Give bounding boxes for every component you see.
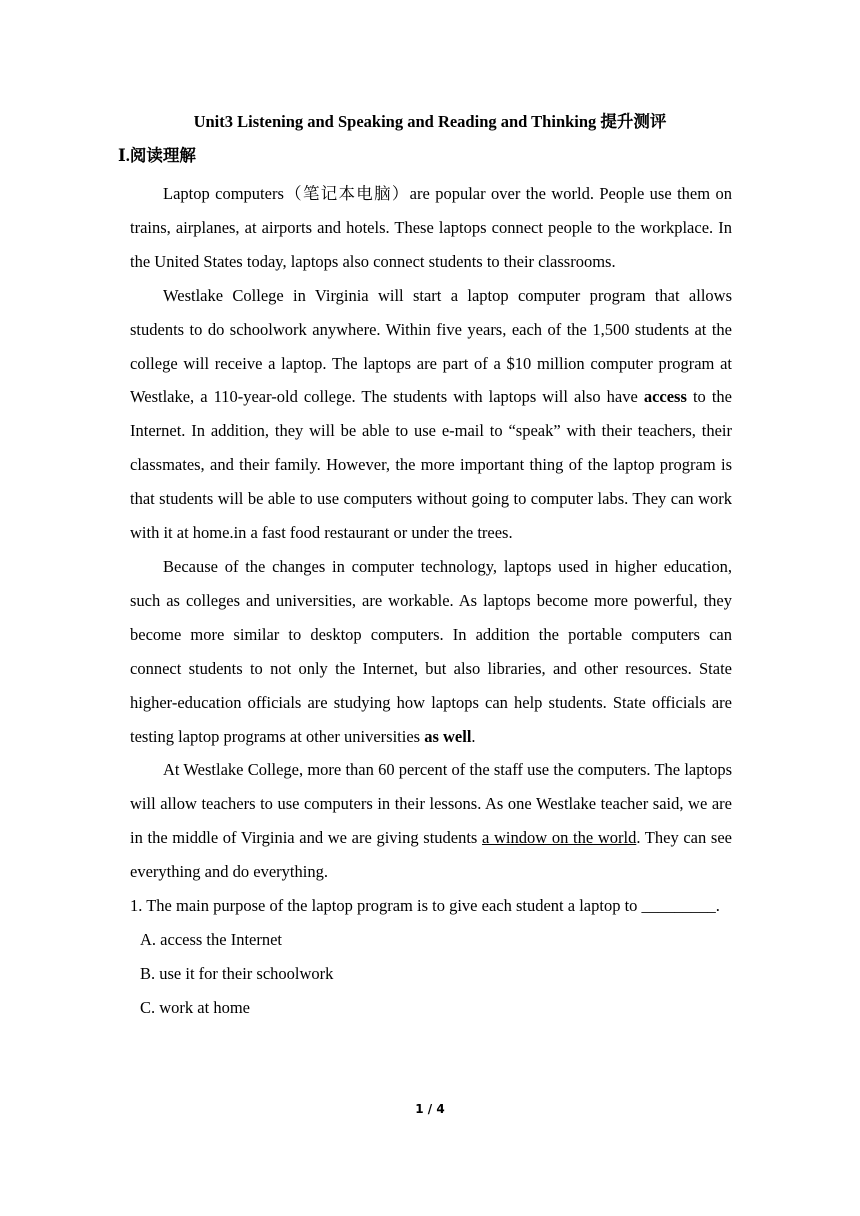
question-1-option-b: B. use it for their schoolwork — [140, 963, 334, 983]
section-heading: Ⅰ.阅读理解 — [118, 146, 196, 165]
question-1-option-a: A. access the Internet — [140, 929, 283, 949]
keyword-access: access — [643, 387, 687, 407]
keyword-as-well: as well — [424, 726, 472, 746]
underlined-phrase: a window on the world — [482, 828, 637, 848]
passage-body — [130, 177, 732, 1025]
paragraph-3-text-a: Because of the changes in computer technology, laptops used in higher education, such as colleges and universities, are workable. As laptops become more powerful, they become more similar to desktop computers. In addition the portable computers can connect students to not only the Internet, but also libraries, and other resources. State higher-education officials are studying how laptops can help students. State officials are testing laptop programs at other universities — [130, 556, 732, 746]
document-title: Unit3 Listening and Speaking and Reading and Thinking 提升测评 — [193, 112, 667, 131]
question-1-option-c: C. work at home — [140, 997, 250, 1017]
page-number: 1 / 4 — [415, 1102, 445, 1116]
paragraph-3-text-b: . — [471, 726, 476, 746]
passage-paragraph-2 — [130, 279, 732, 550]
passage-paragraph-3 — [130, 550, 732, 753]
paragraph-2-text-a: Westlake College in Virginia will start a laptop computer program that allows students to do schoolwork anywhere. Within five years, each of the 1,500 students at the college will receive a laptop. The laptops are part of a $10 million computer program at Westlake, a 110-year-old college. The students with laptops will also have — [130, 285, 732, 407]
question-1-stem: 1. The main purpose of the laptop program is to give each student a laptop to _________. — [130, 896, 720, 916]
passage-paragraph-1: Laptop computers（笔记本电脑）are popular over the world. People use them on trains, airplanes, at airports and hotels. These laptops connect people to the workplace. In the United States today, laptops also connect students to their classrooms. — [130, 184, 732, 271]
paragraph-4-text-b: . They can see everything and do everything. — [130, 828, 732, 882]
paragraph-2-text-b: to the Internet. In addition, they will be able to use e-mail to “speak” with their teachers, their classmates, and their family. However, the more important thing of the laptop program is that students will be able to use computers without going to computer labs. They can work with it at home.in a fast food restaurant or under the trees. — [130, 387, 732, 543]
paragraph-4-text-a: At Westlake College, more than 60 percent of the staff use the computers. The laptops will allow teachers to use computers in their lessons. As one Westlake teacher said, we are in the middle of Virginia and we are giving students — [130, 760, 732, 848]
passage-paragraph-4 — [130, 753, 732, 889]
